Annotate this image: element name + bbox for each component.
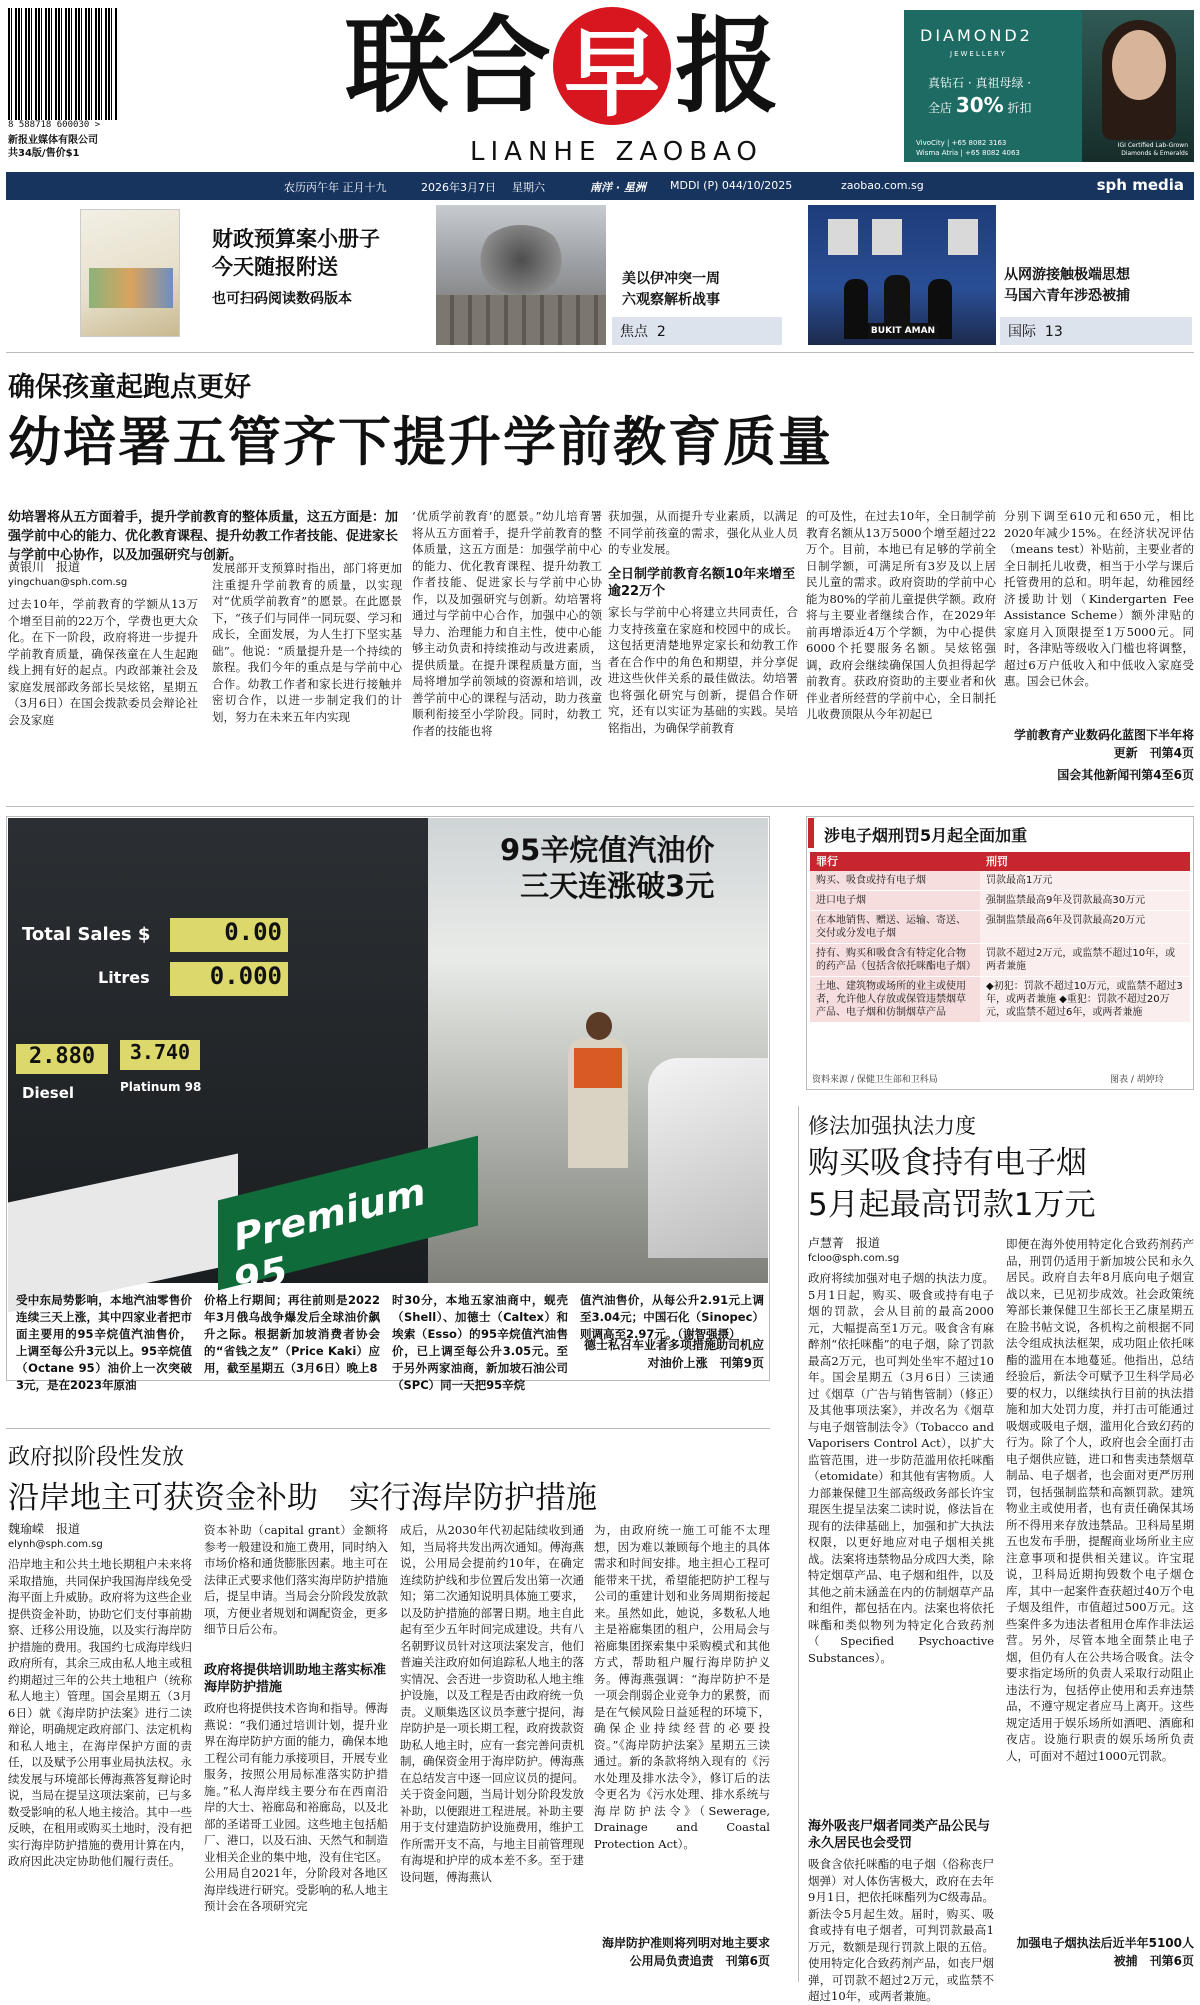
penalty-cell: 罚款不超过2万元，或监禁不超过10年，或两者兼施	[980, 944, 1190, 977]
ad-offer-line1: 真钻石 · 真祖母绿 ·	[928, 76, 1032, 90]
teaser-war-photo	[436, 205, 606, 345]
weekday: 星期六	[512, 181, 545, 194]
petrol-headline-line1: 95辛烷值汽油价	[500, 833, 715, 867]
table-row	[810, 871, 1190, 891]
teaser-war-title	[622, 269, 720, 311]
lead-column-4-text: 获加强，从而提升专业素质，以满足不同学前孩童的需求，强化从业人员的专业发展。	[608, 509, 798, 556]
penalty-cell: 罚款最高1万元	[980, 871, 1190, 891]
lead-column-3: ‘优质学前教育’的愿景。”幼儿培育署将从五方面着手，提升学前教育的整体质量，这五方面是：加强学前中心的能力、优化教育课程、提升幼教工作者技能、促进家长与学前中心协作，以及加强研究与创新。幼培署将通过与学前中心合作，加强中心的领导力、治理能力和自主性，使中心能够主动负责和持续推动与改进素质，提供质量。在提升课程质量方面，当局将增加学前领域的资源和培训，改善学前中心的课程与活动，助力孩童顺利衔接至小学阶段。同时，幼教工作者的技能也将	[412, 509, 602, 738]
coastal-email[interactable]: elynh@sph.com.sg	[8, 1539, 103, 1550]
ad-contact-vivocity: VivoCity | +65 8082 3163	[916, 139, 1007, 147]
attendant-figure	[568, 1038, 628, 1168]
lead-byline	[8, 560, 198, 590]
ad-contact-wisma: Wisma Atria | +65 8082 4063	[916, 149, 1020, 157]
teaser-budget-title-line2: 今天随报附送	[212, 255, 338, 279]
lead-column-4b-text: 家长与学前中心将建立共同责任，合力支持孩童在家庭和校园中的成长。这包括更清楚地界定家长和幼教工作者在合作中的角色和期望，并分享促进这些伙伴关系的最佳做法。幼培署也将强化研究与创新，提倡合作研究，还有以实证为基础的实践。吴培铭指出，为确保学前教育	[608, 605, 798, 735]
vape-column-1-subhead: 海外吸丧尸烟者同类产品公民与永久居民也会受罚	[808, 1819, 991, 1851]
penalty-cell: ◆初犯：罚款不超过10万元，或监禁不超过3年，或两者兼施 ◆重犯：罚款不超过20万元，或监禁不超过6年，或两者兼施	[980, 977, 1190, 1023]
lead-column-5: 的可及性，在过去10年，全日制学前教育名额从13万5000个增至超过22万个。目前，本地已有足够的学前全日制学额，可满足所有3岁及以上居民儿童的需求。政府资助的学前中心能为80%的学前儿童提供学额。政府将与主要业者继续合作，在2029年前再增添近4万个学额，为中心提供6000个托婴服务名额。吴炫铭强调，政府会继续确保国人负担得起学前教育。获政府资助的主要业者和伙伴业者所经营的学前中心，全日制托儿收费顶限从今年初起已	[806, 509, 996, 721]
teaser-malaysia-title-line2: 马国六青年涉恐被捕	[1004, 288, 1130, 304]
lead-column-2: 发展部开支预算时指出，部门将更加注重提升学前教育的质量，以实现对“优质学前教育”的愿景。在此愿景下，“孩子们与同伴一同玩耍、学习和成长，全面发展，为人生打下坚实基础”。他说：“质量提升是一个持续的旅程。我们今年的重点是与学前中心合作。幼教工作者和家长进行接触并密切合作，以进一步制定我们的计划，努力在未来五年内实现	[212, 561, 402, 724]
penalty-table-header	[810, 852, 1190, 871]
car-in-photo	[648, 1058, 768, 1258]
vape-kicker: 修法加强执法力度	[808, 1114, 976, 1138]
ad-brand: DIAMOND2	[920, 26, 1033, 45]
penalty-cell: 强制监禁最高9年及罚款最高30万元	[980, 891, 1190, 911]
col-offence: 罪行	[810, 852, 980, 871]
petrol-caption-1: 受中东局势影响，本地汽油零售价连续三天上涨，其中四家业者把市面主要用的95辛烷值汽油售价，上调至每公升3元以上。95辛烷值（Octane 95）油价上一次突破3元，是在2023年原油	[16, 1293, 192, 1392]
vape-column-1-text: 政府将续加强对电子烟的执法力度。5月1日起，购买、吸食或持有电子烟的罚款，会从目前的最高2000元，大幅提高至1万元。吸食含有麻醉剂“依托咪酯”的电子烟，除了罚款最高2万元，也可判处坐牢不超过10年。国会星期五（3月6日）三读通过《烟草（广告与销售管制）（修正）及其他事项法案》，并改名为《烟草与电子烟管制法令》（Tobacco and Vaporisers Control Act），以扩大监管范围，进一步防范滥用依托咪酯（etomidate）和其他有害物质。人力部兼保健卫生部高级政务部长许宝琨医生提呈法案二读时说，修法旨在现有的法律基础上，加强和扩大执法权限，以更好地应对电子烟相关挑战。法案将违禁物品分成四大类，除特定烟草产品、电子烟和组件，以及其他之前未涵盖在内的仿制烟草产品和组件，都包括在内。法案也将依托咪酯和类似物列为特定化合致药剂（Specified Psychoactive Substances）。	[808, 1271, 994, 1665]
vape-column-1b-text: 吸食含依托咪酯的电子烟（俗称丧尸烟弹）对人体伤害极大，政府在去年9月1日，把依托咪酯列为C级毒品。新法令5月起生效。届时，购买、吸食或持有电子烟者，可判罚款最高1万元，数额是现行罚款上限的五倍。使用特定化合致药剂产品，如丧尸烟弹，可罚款不超过2万元，或监禁不超过10年，或两者兼施。	[808, 1857, 994, 2003]
penalty-source: 资料来源 / 保健卫生部和卫科局	[812, 1075, 938, 1085]
coastal-kicker: 政府拟阶段性发放	[8, 1445, 185, 1470]
ad-offer-line2	[928, 94, 1032, 119]
lead-column-6: 分别下调至610元和650元，相比2020年减少15%。在经济状况评估（means test）补贴前，主要业者的全日制托儿收费，相当于小学与课后托管费用的总和。明年起，幼稚园经济援助计划（Kindergarten Fee Assistance Scheme）额外津贴的家庭月入顶限提至1万5000元。同时，各津贴等级收入门槛也将调整，超过6万户低收入和中低收入家庭受惠。国会已休会。	[1004, 509, 1194, 688]
ad-offer	[928, 72, 1032, 119]
vape-byline	[808, 1236, 994, 1266]
lead-lede: 幼培署将从五方面着手，提升学前教育的整体质量，这五方面是：加强学前中心的能力、优化教育课程、提升幼教工作者技能、促进家长与学前中心协作，以及加强研究与创新。	[8, 510, 399, 563]
coastal-author: 魏瑜嵘 报道	[8, 1522, 81, 1536]
teaser-war-title-line1: 美以伊冲突一周	[622, 271, 720, 287]
offence-cell: 在本地销售、赠送、运输、寄送、交付或分发电子烟	[810, 911, 980, 944]
penalty-credit: 图表 / 胡婷玲	[1110, 1075, 1164, 1085]
teaser-budget-title	[212, 225, 380, 281]
table-row	[810, 977, 1190, 1023]
divider	[6, 352, 1194, 353]
booklet-cover-image	[80, 209, 180, 337]
lead-headline[interactable]: 幼培署五管齐下提升学前教育质量	[8, 412, 833, 473]
masthead	[0, 0, 1200, 172]
coastal-column-3: 成后，从2030年代初起陆续收到通知，当局将共发出两次通知。傅海燕说，公用局会提前约10年，在确定连续防护线和步位置后发出第一次通知；第二次通知说明具体施工要求，以及防护措施的部署日期。地主自此起有至少五年时间完成建设。共有八名朝野议员针对这项法案发言，他们普遍关注政府如何追踪私人地主的落实情况、会否进一步资助私人地主维护设施，以及工程是否由政府统一负责。义顺集选区议员李薏宁提问，海岸防护是一项长期工程，政府拨款资助私人地主时，应有一套完善问责机制，确保资金用于海岸防护。傅海燕在总结发言中逐一回应议员的提问。关于资金问题，当局计划分阶段发放补助，以便跟进工程进展。补助主要用于支付建造防护设施费用，维护工作所需开支不高，与地主目前管理现有海堤和护岸的成本差不多。至于建设问题，傅海燕认	[400, 1523, 584, 1884]
teaser-war-pageref	[612, 317, 782, 345]
table-row	[810, 911, 1190, 944]
pump-litres-display: 0.000	[170, 962, 288, 996]
publisher: 新报业媒体有限公司	[8, 135, 98, 146]
table-row	[810, 944, 1190, 977]
vape-headline-line1: 购买吸食持有电子烟	[808, 1145, 1087, 1181]
coastal-column-2-text: 资本补助（capital grant）金额将参考一般建设和施工费用，同时纳入市场价格和通货膨胀因素。地主可在法律正式要求他们落实海岸防护措施后，提呈申请。当局会分阶段发放款项，方便业者规划和调配资金，更多细节日后公布。	[204, 1523, 388, 1636]
diesel-price-display: 2.880	[16, 1044, 108, 1074]
pump-litres-label: Litres	[98, 968, 150, 987]
logo-roman: LIANHE ZAOBAO	[470, 137, 763, 167]
petrol-caption-2: 价格上行期间；再往前则是2022年3月俄乌战争爆发后全球油价飙升之际。根据新加坡消费者协会的“省钱之友”（Price Kaki）应用，截至星期五（3月6日）晚上8	[204, 1293, 380, 1375]
logo-char-2: 合	[447, 4, 550, 127]
offence-cell: 土地、建筑物或场所的业主或使用者，允许他人存放或保管违禁烟草产品、电子烟和仿制烟草产品	[810, 977, 980, 1023]
police-podium-sign: BUKIT AMAN	[868, 323, 938, 339]
table-row	[810, 891, 1190, 911]
vape-column-1	[808, 1270, 994, 2003]
lead-page-ref-2[interactable]: 国会其他新闻刊第4至6页	[1057, 768, 1194, 782]
edition-name: 南洋 · 星洲	[590, 181, 646, 194]
coastal-column-1: 沿岸地主和公共土地长期租户未来将采取措施，共同保护我国海岸线免受海平面上升威胁。政府将为这些企业提供资金补助，协助它们支付事前勘察、迁移公用设施，以及实行海岸防护措施的费用。我国约七成海岸线归政府所有，其余三成由私人地主或租约期超过三年的公共土地租户（统称私人地主）管理。国会星期五（3月6日）就《海岸防护法案》进行二读辩论，明确规定政府部门、法定机构和私人地主，在海岸保护方面的责任，以及赋予公用事业局执法权。永续发展与环境部长傅海燕答复辩论时说，当局在提呈这项法案前，已与多数受影响的私人地主接洽。其中一些反映，在租用或购买土地时，没有把实行海岸防护措施的费用计算在内，政府因此决定协助他们履行责任。	[8, 1557, 192, 1868]
ad-cert-line1: IGI Certified Lab-Grown	[1117, 142, 1188, 149]
offence-cell: 持有、购买和吸食含有特定化合物的药产品（包括含依托咪酯电子烟）	[810, 944, 980, 977]
column-divider	[798, 1106, 799, 1982]
teaser-malaysia-title	[1004, 265, 1130, 307]
coastal-column-2	[204, 1522, 388, 1982]
offence-cell: 购买、吸食或持有电子烟	[810, 871, 980, 891]
coastal-column-4: 为，由政府统一施工可能不太理想，因为难以兼顾每个地主的具体需求和时间安排。地主担心工程可能带来干扰，希望能把防护工程与公司的重建计划和业务周期衔接起来。虽然如此，她说，多数私人地主是裕廊集团的租户，公用局会与裕廊集团探索集中采购模式和其他方式，帮助租户履行海岸防护义务。傅海燕强调：“海岸防护不是一项会削弱企业竞争力的累赘，而是在气候风险日益延程的环境下，确保企业持续经营的必要投资。”《海岸防护法案》星期五三读通过。新的条款将纳入现有的《污水处理及排水法令》，修订后的法令更名为《污水处理、排水系统与海岸防护法令》（Sewerage, Drainage and Coastal Protection Act）。	[594, 1523, 770, 1851]
penalty-table	[810, 852, 1190, 1023]
teaser-malaysia-page: 13	[1044, 324, 1063, 340]
coastal-column-2b-text: 政府也将提供技术咨询和指导。傅海燕说：“我们通过培训计划，提升业界在海岸防护方面的能力，确保本地工程公司有能力承接项目，开展专业服务，按照公用局标准落实防护措施。”私人海岸线主要分布在西南沿岸的大士、裕廊岛和裕廊岛，以及北部的圣诺哥工业园。这些地主包括船厂、港口，以及石油、天然气和制造业相关企业的集中地，没有住宅区。公用局自2021年，分阶段对各地区海岸线进行研究。受影响的私人地主预计会在各项研究完	[204, 1701, 388, 1913]
logo-char-3-red-circle: 早	[553, 7, 671, 125]
barcode-number: 8 588718 600030 >	[8, 120, 118, 130]
vape-email[interactable]: fcloo@sph.com.sg	[808, 1253, 900, 1264]
premium-95-sign: Premium 95	[218, 1136, 478, 1291]
teaser-war-page: 2	[656, 324, 666, 340]
lead-column-4-subhead: 全日制学前教育名额10年来增至逾22万个	[608, 567, 796, 599]
website-link[interactable]: zaobao.com.sg	[841, 179, 924, 192]
logo-char-4: 报	[675, 4, 778, 127]
lead-column-4	[608, 508, 798, 784]
diesel-label: Diesel	[22, 1084, 75, 1102]
teaser-war-section: 焦点	[620, 324, 648, 340]
vape-headline[interactable]	[808, 1142, 1095, 1226]
pump-total-display: 0.00	[170, 918, 288, 952]
teaser-budget-title-line1: 财政预算案小册子	[212, 227, 380, 251]
lead-email[interactable]: yingchuan@sph.com.sg	[8, 577, 128, 588]
ad-model-face	[1112, 30, 1166, 100]
petrol-headline[interactable]	[500, 832, 714, 904]
teaser-malaysia-section: 国际	[1008, 324, 1036, 340]
coastal-column-2-subhead: 政府将提供培训助地主落实标准海岸防护措施	[204, 1663, 387, 1695]
date: 2026年3月7日	[421, 181, 496, 194]
vape-headline-line2: 5月起最高罚款1万元	[808, 1187, 1096, 1223]
vape-page-ref[interactable]: 加强电子烟执法后近半年5100人被捕 刊第6页	[1016, 1936, 1194, 1968]
coastal-headline[interactable]: 沿岸地主可获资金补助 实行海岸防护措施	[8, 1480, 597, 1516]
ad-cert-line2: Diamonds & Emeralds	[1121, 150, 1188, 157]
ad-offer-pre: 全店	[928, 101, 953, 115]
date-bar	[6, 172, 1194, 200]
pump-total-sales-label: Total Sales $	[22, 924, 151, 945]
penalty-cell: 强制监禁最高6年及罚款最高20万元	[980, 911, 1190, 944]
platinum-label: Platinum 98	[120, 1080, 202, 1094]
ad-certification	[1118, 142, 1188, 158]
lead-kicker: 确保孩童起跑点更好	[8, 372, 251, 403]
penalty-table-title: 涉电子烟刑罚5月起全面加重	[808, 818, 1192, 848]
teaser-budget-sub: 也可扫码阅读数码版本	[212, 291, 352, 307]
coastal-page-ref[interactable]: 海岸防护准则将列明对地主要求公用局负责追责 刊第6页	[601, 1936, 770, 1968]
platinum-price-display: 3.740	[120, 1040, 200, 1070]
divider	[6, 806, 1194, 807]
lead-page-ref-1[interactable]: 学前教育产业数码化蓝图下半年将更新 刊第4页	[1013, 728, 1194, 760]
divider	[6, 1428, 770, 1429]
coastal-byline	[8, 1522, 192, 1552]
lead-author: 黄银川 报道	[8, 560, 81, 574]
petrol-caption-3: 时30分，本地五家油商中，蚬壳（Shell）、加德士（Caltex）和埃索（Esso）的95辛烷值汽油售价，已上调至每公升3.05元。至于另外两家油商，新加坡石油公司（SPC）同一天把95辛烷	[392, 1293, 568, 1392]
teaser-war-analysis[interactable]	[612, 205, 782, 345]
jewellery-advert[interactable]	[904, 10, 1194, 162]
petrol-headline-line2: 三天连涨破3元	[520, 869, 715, 903]
teaser-budget-booklet[interactable]	[80, 205, 420, 345]
lunar-date: 农历丙午年 正月十九	[284, 181, 387, 194]
teaser-police-photo	[808, 205, 996, 345]
sph-media-logo: sph media	[1096, 176, 1184, 194]
mddi-number: MDDI (P) 044/10/2025	[670, 179, 793, 192]
offence-cell: 进口电子烟	[810, 891, 980, 911]
teaser-war-title-line2: 六观察解析战事	[622, 292, 720, 308]
publisher-info	[8, 134, 98, 160]
col-penalty: 刑罚	[980, 852, 1190, 871]
teaser-malaysia-title-line1: 从网游接触极端思想	[1004, 267, 1130, 283]
newspaper-logo[interactable]	[345, 4, 905, 130]
barcode	[8, 8, 118, 126]
logo-char-1: 联	[345, 4, 448, 127]
teaser-malaysia-arrest[interactable]	[1004, 205, 1196, 345]
petrol-caption-4: 值汽油售价，从每公升2.91元上调至3.04元；中国石化（Sinopec）则调高至2.97元。（谢智强摄）	[580, 1293, 764, 1341]
teaser-malaysia-pageref	[1000, 317, 1192, 345]
vape-author: 卢慧菁 报道	[808, 1236, 881, 1250]
vape-column-2: 即便在海外使用特定化合致药剂药产品，刑罚仍适用于新加坡公民和永久居民。政府自去年8月底向电子烟宣战以来，已见初步成效。社会政策统筹部长兼保健卫生部长王乙康星期五在脸书帖文说，各机构之前根据不同法令组成执法框架，成功阻止依托咪酯的滥用在本地蔓延。他指出，总结经验后，新法令可赋予卫生科学局必要的权力，以继续执行目前的执法措施和加大处罚力度，并打击可能通过吸烟或吸电子烟，滥用化合致幻药的行为。除了个人，政府也会全面打击电子烟供应链，进口和售卖违禁烟草制品、电子烟者，也会面对更严厉刑罚，包括强制监禁和高额罚款。建筑物业主或使用者，也有责任确保其场所不得用来存放违禁品。卫科局星期五也发布手册，提醒商业场所业主应注意事项和提供相关建议。许宝琨说，卫科局近期拘毁数个电子烟仓库，其中一起案件查获超过40万个电子烟及组件，市值超过500万元。这些案件多为违法者租用仓库作非法运营。另外，尽管本地全面禁止电子烟，但仍有人在公共场合吸食。法令要求指定场所的负责人采取行动阻止违法行为，包括停止使用和丢弃违禁品，不遵守规定者应马上离开。这些规定适用于娱乐场所如酒吧、酒廊和夜店。设施行职责的娱乐场所负责人，可面对不超过1000元罚款。	[1006, 1237, 1194, 1763]
edition-price: 共34版/售价$1	[8, 148, 80, 159]
ad-model-photo	[1082, 10, 1194, 162]
petrol-page-ref[interactable]: 德士私召车业者多项措施助司机应对油价上涨 刊第9页	[583, 1338, 764, 1370]
ad-contacts	[916, 138, 1020, 158]
ad-offer-post: 折扣	[1007, 101, 1032, 115]
ad-offer-percent: 30%	[955, 93, 1004, 117]
lead-column-1: 过去10年，学前教育的学额从13万个增至目前的22万个，学费也更大众化。在下一阶段，政府将进一步提升学前教育质量，确保孩童在人生起跑线上拥有好的起点。内政部兼社会及家庭发展部政务部长吴炫铭，星期五（3月6日）在国会拨款委员会辩论社会及家庭	[8, 597, 198, 727]
ad-brand-sub: JEWELLERY	[950, 50, 1007, 58]
